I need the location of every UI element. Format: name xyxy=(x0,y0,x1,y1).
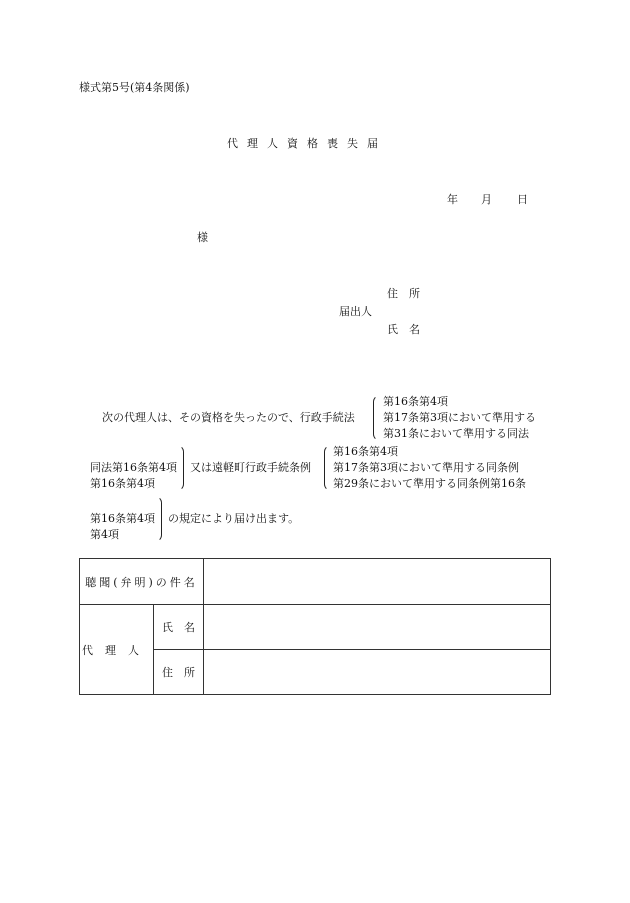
option2-a: 同法第16条第4項 xyxy=(90,461,177,474)
option3-c: 第29条において準用する同条例第16条 xyxy=(333,477,526,490)
statement-line1: 次の代理人は、その資格を失ったので、行政手続法 xyxy=(102,411,355,424)
info-table xyxy=(79,558,551,695)
agent-address-label: 住 所 xyxy=(162,666,195,679)
addressee-suffix: 様 xyxy=(197,231,208,244)
option3-b: 第17条第3項において準用する同条例 xyxy=(333,461,519,474)
applicant-label: 届出人 xyxy=(339,305,372,318)
option-brace-1 xyxy=(373,395,382,441)
option-brace-2 xyxy=(175,445,184,491)
case-name-label: 聴聞(弁明)の件名 xyxy=(85,575,198,589)
agent-address-field[interactable] xyxy=(204,650,551,695)
statement-end: の規定により届け出ます。 xyxy=(168,512,300,525)
case-name-field[interactable] xyxy=(204,559,551,605)
agent-address-label-cell xyxy=(154,650,204,695)
option3-a: 第16条第4項 xyxy=(333,445,398,458)
page-title: 代理人資格喪失届 xyxy=(227,137,387,150)
month-label: 月 xyxy=(481,193,492,206)
option1-b: 第17条第3項において準用する xyxy=(383,411,536,424)
option1-c: 第31条において準用する同法 xyxy=(383,427,529,440)
agent-name-label: 氏 名 xyxy=(162,621,195,634)
case-name-label-cell xyxy=(80,559,204,605)
year-label: 年 xyxy=(447,193,458,206)
agent-label-cell xyxy=(80,605,154,695)
option4-b: 第4項 xyxy=(90,528,119,541)
agent-name-field[interactable] xyxy=(204,605,551,650)
option1-a: 第16条第4項 xyxy=(383,395,448,408)
option2-b: 第16条第4項 xyxy=(90,477,155,490)
applicant-name-label: 氏 名 xyxy=(387,323,420,336)
agent-label: 代理人 xyxy=(82,643,151,657)
option-brace-4 xyxy=(153,496,162,542)
option4-a: 第16条第4項 xyxy=(90,512,155,525)
agent-name-label-cell xyxy=(154,605,204,650)
day-label: 日 xyxy=(517,193,528,206)
statement-mid: 又は遠軽町行政手続条例 xyxy=(190,461,311,474)
form-number: 様式第5号(第4条関係) xyxy=(79,81,190,94)
applicant-address-label: 住 所 xyxy=(387,287,420,300)
option-brace-3 xyxy=(324,445,333,491)
